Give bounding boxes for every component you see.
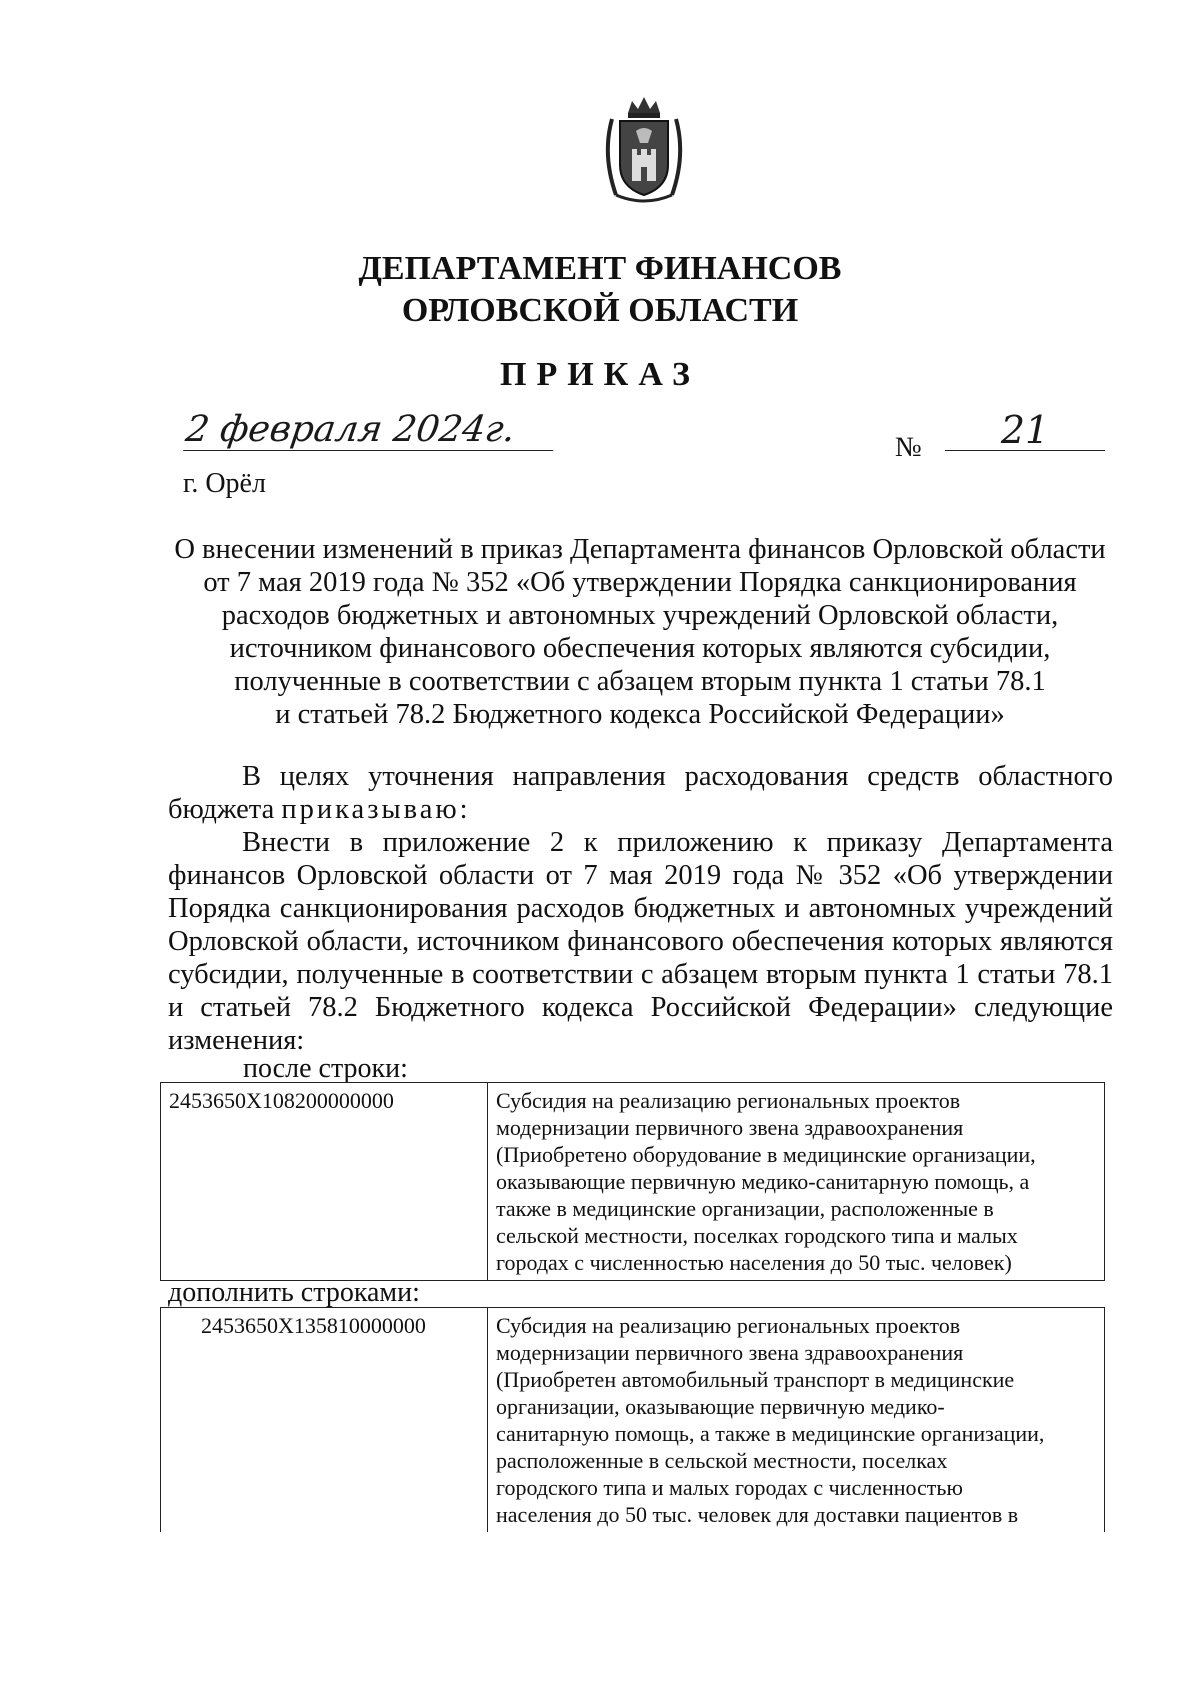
- description-line: модернизации первичного звена здравоохранения: [496, 1115, 964, 1140]
- description-line: расположенные в сельской местности, поселках: [496, 1448, 948, 1473]
- description-line: сельской местности, поселках городского типа и малых: [496, 1223, 1018, 1248]
- description-line: городского типа и малых городах с численностью: [496, 1475, 963, 1500]
- existing-row-table: [160, 1082, 1105, 1281]
- order-word: приказываю:: [281, 794, 471, 825]
- budget-code-cell: 2453650X108200000000: [161, 1083, 488, 1281]
- handwritten-date: 2 февраля 2024г.: [183, 410, 559, 451]
- coat-of-arms-emblem: [598, 95, 690, 207]
- subject-line: расходов бюджетных и автономных учреждений Орловской области,: [221, 600, 1059, 631]
- description-cell: [488, 1083, 1105, 1281]
- description-line: модернизации первичного звена здравоохранения: [496, 1340, 964, 1365]
- subject-line: О внесении изменений в приказ Департамента финансов Орловской области: [174, 534, 1106, 565]
- add-rows-label: дополнить строками:: [168, 1277, 420, 1308]
- subject-line: и статьей 78.2 Бюджетного кодекса Российской Федерации»: [275, 699, 1005, 730]
- description-line: городах с численностью населения до 50 тыс. человек): [496, 1250, 1012, 1275]
- description-line: (Приобретен автомобильный транспорт в медицинские: [496, 1367, 1015, 1392]
- description-line: населения до 50 тыс. человек для доставки пациентов в: [496, 1502, 1019, 1527]
- description-line: санитарную помощь, а также в медицинские организации,: [496, 1421, 1045, 1446]
- description-line: Субсидия на реализацию региональных проектов: [496, 1313, 961, 1338]
- description-cell: [488, 1308, 1105, 1533]
- description-line: Субсидия на реализацию региональных проектов: [496, 1088, 961, 1113]
- subject-line: полученные в соответствии с абзацем вторым пункта 1 статьи 78.1: [234, 666, 1046, 697]
- order-subject: [170, 533, 1110, 731]
- description-line: также в медицинские организации, расположенные в: [496, 1196, 994, 1221]
- purpose-text: В целях уточнения направления расходования средств областного бюджета: [168, 761, 1113, 825]
- new-rows-table: [160, 1307, 1105, 1532]
- subject-line: от 7 мая 2019 года № 352 «Об утверждении Порядка санкционирования: [203, 567, 1077, 598]
- description-line: оказывающие первичную медико-санитарную помощь, а: [496, 1169, 1030, 1194]
- city-label: г. Орёл: [183, 468, 266, 499]
- body-paragraph-changes: Внести в приложение 2 к приложению к приказу Департамента финансов Орловской области от 7 мая 2019 года № 352 «Об утверждении Порядка санкционирования расходов бюджетных и автономных учреждений Орловской области, источником финансового обеспечения которых являются субсидии, полученные в соответствии с абзацем вторым пункта 1 статьи 78.1 и статьей 78.2 Бюджетного кодекса Российской Федерации» следующие изменения:: [168, 827, 1113, 1056]
- department-name: [0, 248, 1200, 332]
- order-body: [168, 760, 1113, 1057]
- handwritten-number: 21: [945, 410, 1105, 451]
- after-row-label: после строки:: [243, 1053, 408, 1084]
- budget-code-cell: 2453650X135810000000: [161, 1308, 488, 1533]
- department-line-2: ОРЛОВСКОЙ ОБЛАСТИ: [401, 292, 799, 329]
- document-type-title: ПРИКАЗ: [500, 356, 700, 393]
- body-paragraph-purpose: [168, 760, 1113, 826]
- table-row: [161, 1083, 1105, 1281]
- description-line: (Приобретено оборудование в медицинские организации,: [496, 1142, 1036, 1167]
- description-line: организации, оказывающие первичную медико-: [496, 1394, 945, 1419]
- table-row: [161, 1308, 1105, 1533]
- subject-line: источником финансового обеспечения которых являются субсидии,: [229, 633, 1051, 664]
- number-label: №: [895, 432, 922, 463]
- department-line-1: ДЕПАРТАМЕНТ ФИНАНСОВ: [358, 250, 842, 287]
